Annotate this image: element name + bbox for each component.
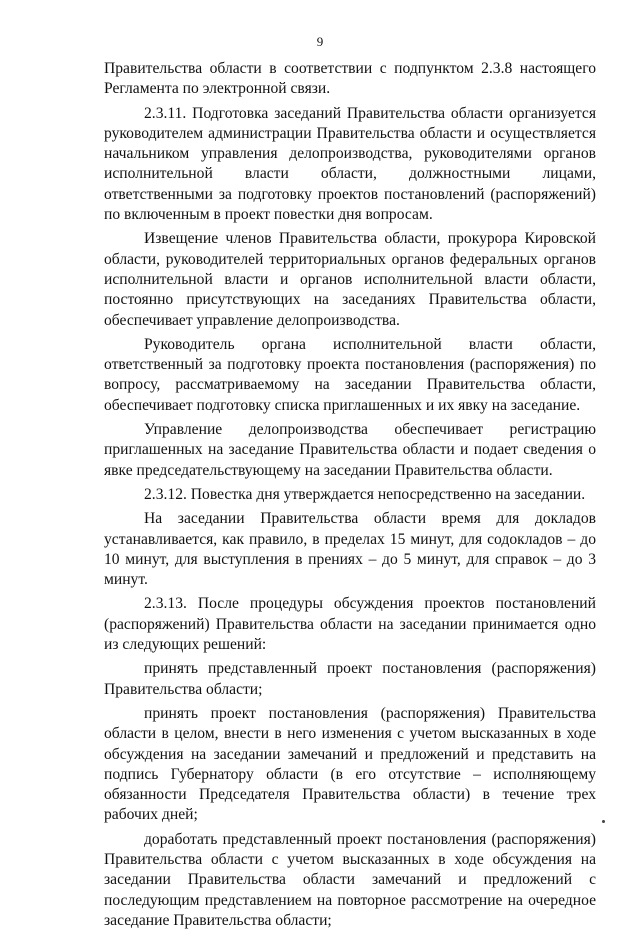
decision-item-revise: доработать представленный проект постановления (распоряжения) Правительства области с учетом высказанных в ходе обсуждения на заседании Правительства области замечаний и предложений с последующим представлением на повторное рассмотрение на очередное заседание Правительства области; [104,830,596,929]
page-number: 9 [316,34,324,49]
paragraph-registration: Управление делопроизводства обеспечивает регистрацию приглашенных на заседание Правительства области и подает сведения о явке председательствующему на заседании Правительства области. [104,421,596,479]
paragraph-2-3-11: 2.3.11. Подготовка заседаний Правительства области организуется руководителем администрации Правительства области и осуществляется начальником управления делопроизводства, руководителями органов исполнительной власти области, должностными лицами, ответственными за подготовку проектов постановлений (распоряжений) по включенным в проект повестки дня вопросам. [104,104,596,224]
paragraph-invitees: Руководитель органа исполнительной власти области, ответственный за подготовку проекта постановления (распоряжения) по вопросу, рассматриваемому на заседании Правительства области, обеспечивает подготовку списка приглашенных и их явку на заседание. [104,335,596,414]
paragraph-continuation: Правительства области в соответствии с подпунктом 2.3.8 настоящего Регламента по электронной связи. [104,60,596,98]
decision-item-accept-with-changes: принять проект постановления (распоряжения) Правительства области в целом, внести в него изменения с учетом высказанных в ходе обсуждения на заседании замечаний и предложений и представить на подпись Губернатору области (в его отсутствие – исполняющему обязанности Председателя Правительства области) в течение трех рабочих дней; [104,704,596,824]
decision-item-accept: принять представленный проект постановления (распоряжения) Правительства области; [104,660,596,698]
paragraph-2-3-12: 2.3.12. Повестка дня утверждается непосредственно на заседании. [144,485,586,503]
scan-speck [602,820,605,823]
paragraph-notification: Извещение членов Правительства области, прокурора Кировской области, руководителей территориальных органов федеральных органов исполнительной власти и органов исполнительной власти области, постоянно присутствующих на заседаниях Правительства области, обеспечивает управление делопроизводства. [104,230,596,329]
paragraph-2-3-13: 2.3.13. После процедуры обсуждения проектов постановлений (распоряжений) Правительства области на заседании принимается одно из следующих решений: [104,595,596,654]
paragraph-speaking-time: На заседании Правительства области время для докладов устанавливается, как правило, в пределах 15 минут, для содокладов – до 10 минут, для выступления в прениях – до 5 минут, для справок – до 3 минут. [104,510,596,589]
document-body [104,59,596,935]
